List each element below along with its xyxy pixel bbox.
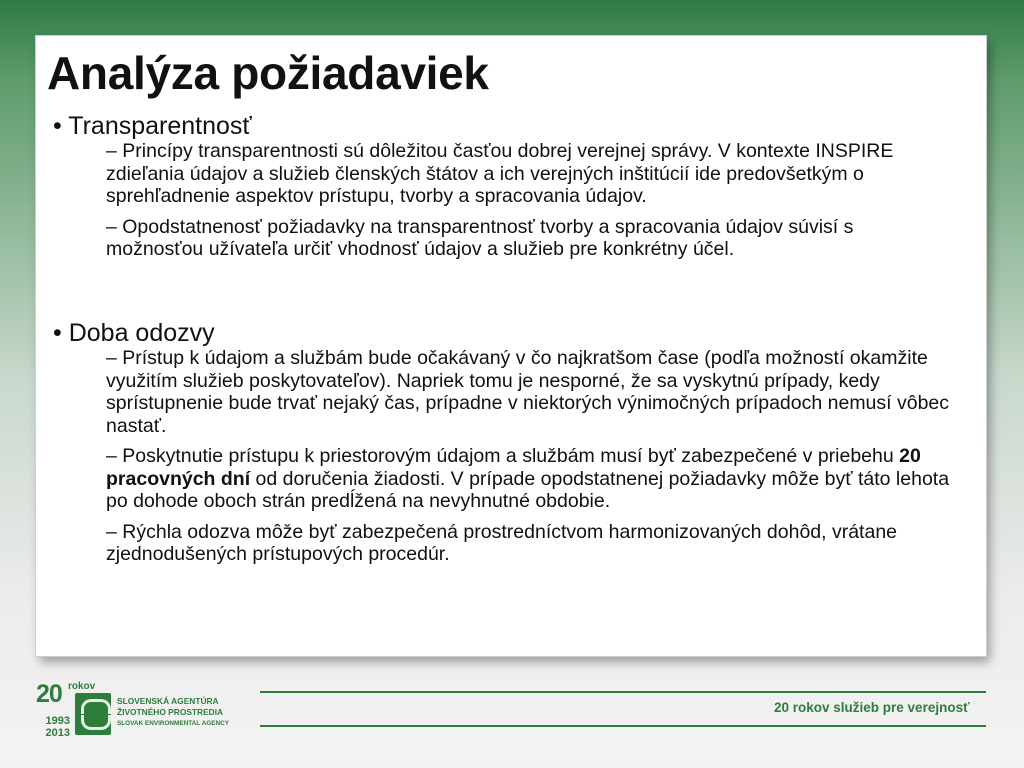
sub-item: – Opodstatnenosť požiadavky na transparentnosť tvorby a spracovania údajov súvisí s možnosťou užívateľa určiť vhodnosť údajov a služieb pre konkrétny účel. (106, 215, 854, 260)
sub-item-text: – Poskytnutie prístupu k priestorovým údajom a službám musí byť zabezpečené v priebehu (106, 445, 900, 467)
slide-title: Analýza požiadaviek (47, 47, 489, 99)
agency-name-line2: ŽIVOTNÉHO PROSTREDIA (117, 707, 224, 717)
logo-years (38, 715, 70, 739)
sub-item-text: od doručenia žiadosti. V prípade opodstatnenej požiadavky môže byť táto lehota po dohode oboch strán predĺžená na nevyhnutné obdobie. (106, 467, 950, 512)
sazp-emblem-icon (75, 693, 111, 735)
logo-rokov-label: rokov (68, 681, 96, 692)
bullet-heading-text: Transparentnosť (68, 112, 252, 140)
agency-name (117, 696, 267, 729)
bullet-heading-text: Doba odozvy (68, 319, 215, 347)
sub-item: – Prístup k údajom a službám bude očakávaný v čo najkratšom čase (podľa možností okamžite využitím služieb poskytovateľov). Napriek tomu je nesporné, že sa vyskytnú prípady, kedy sprístupnenie bude trvať nejaký čas, prípadne v niektorých výnimočných prípadoch nemusí vôbec nastať. (106, 347, 950, 437)
sub-item (106, 445, 956, 513)
deadline-emphasis: 20 pracovných dní (106, 445, 921, 490)
sub-item: – Princípy transparentnosti sú dôležitou časťou dobrej verejnej správy. V kontexte INSPIRE zdieľania údajov a služieb členských štátov a ich verejných inštitúcií ide predovšetkým o sprehľadnenie aspektov prístupu, tvorby a spracovania údajov. (106, 140, 894, 207)
footer-slogan: 20 rokov služieb pre verejnosť (774, 700, 970, 715)
bullet-heading: • Transparentnosť (53, 112, 252, 140)
footer (0, 672, 1024, 768)
section-transparency (53, 112, 956, 261)
logo-year-start: 1993 (45, 715, 70, 727)
slide-card (36, 36, 986, 656)
agency-name-english: SLOVAK ENVIRONMENTAL AGENCY (117, 720, 229, 727)
sub-item: – Rýchla odozva môže byť zabezpečená prostredníctvom harmonizovaných dohôd, vrátane zjednodušených prístupových procedúr. (106, 520, 898, 565)
agency-name-line1: SLOVENSKÁ AGENTÚRA (117, 696, 219, 706)
footer-divider-bottom (260, 725, 986, 727)
logo-year-end: 2013 (45, 727, 70, 739)
bullet-heading: • Doba odozvy (53, 319, 215, 347)
section-response-time (53, 319, 956, 566)
agency-logo (34, 680, 264, 744)
footer-divider-top (260, 691, 986, 693)
logo-anniversary-number: 20 (36, 680, 62, 708)
